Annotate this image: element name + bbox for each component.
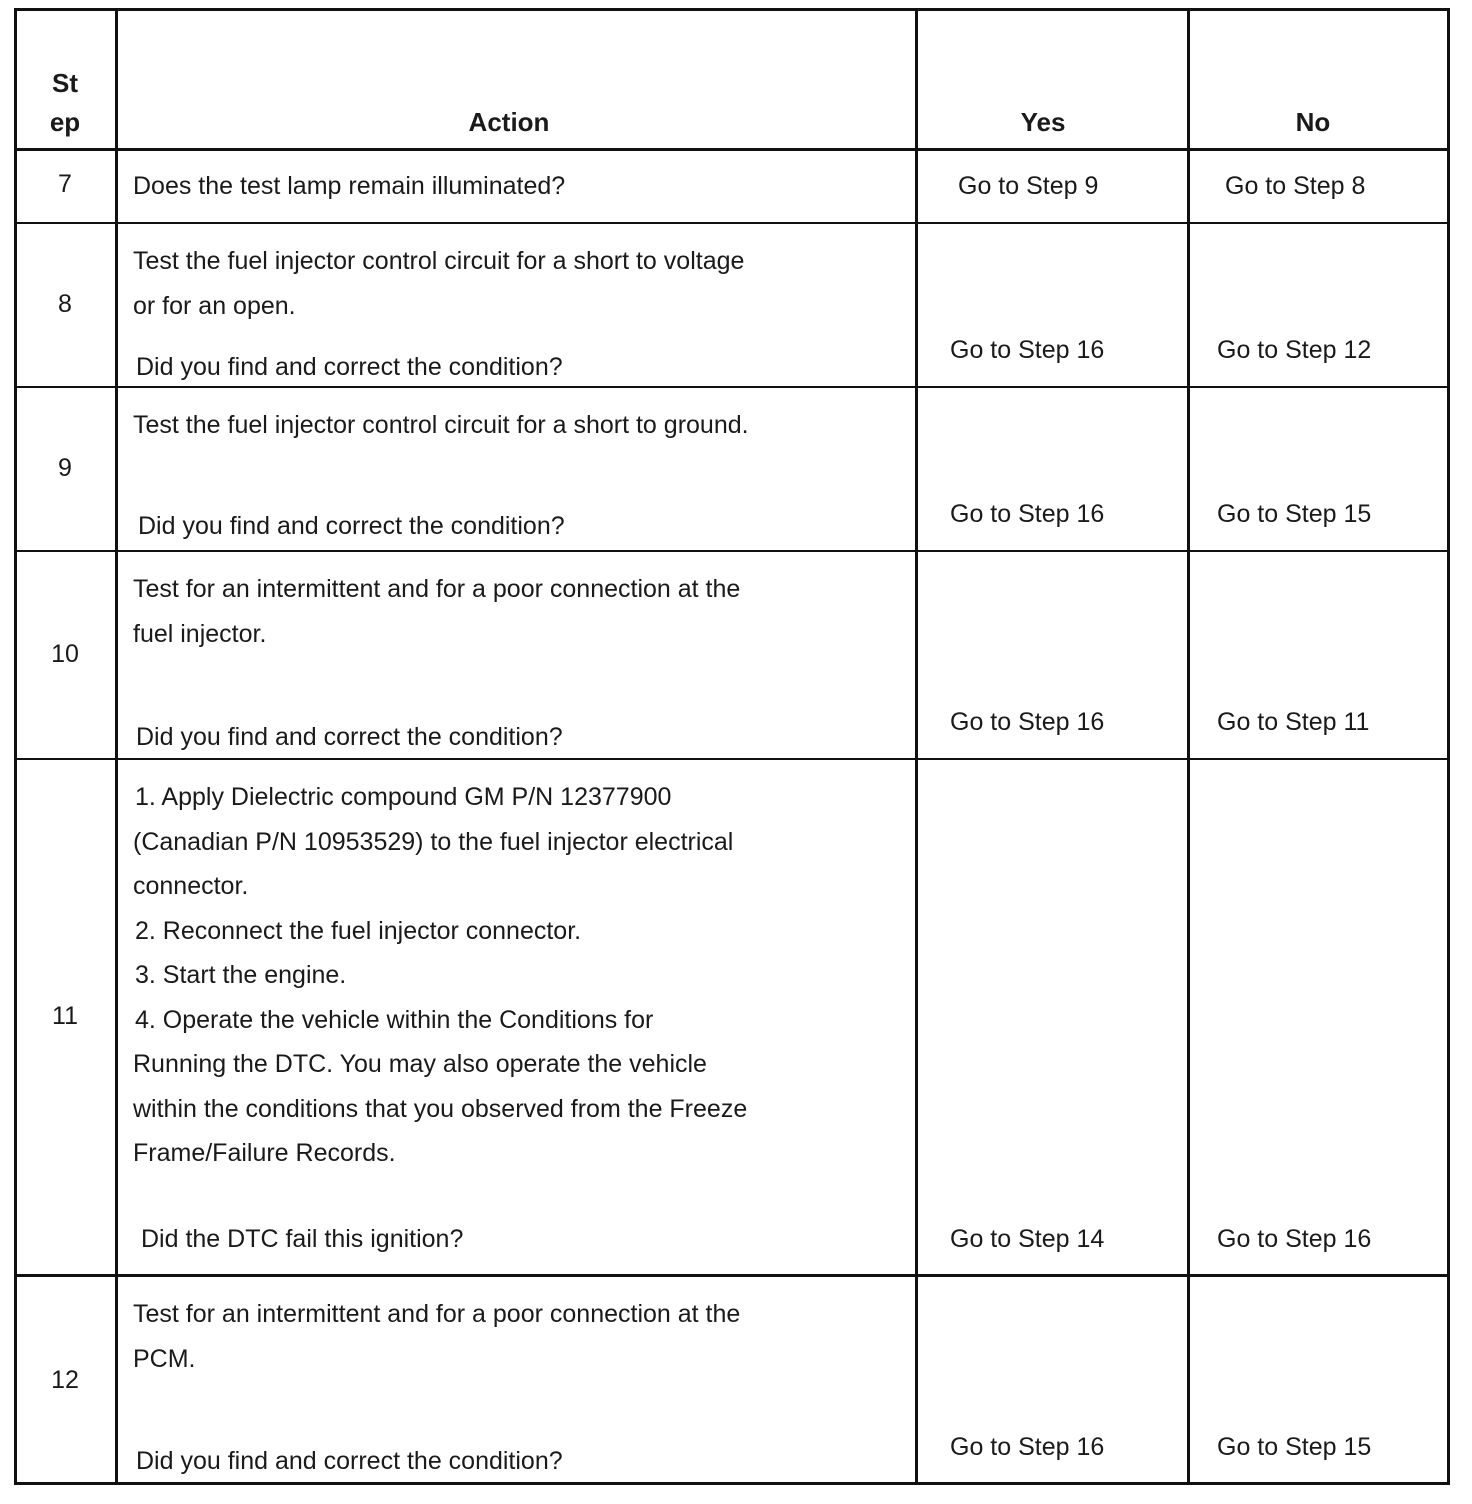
action-text: Frame/Failure Records. [133,1139,396,1167]
action-text: 4. Operate the vehicle within the Conditions for [135,1006,654,1034]
yes-link: Go to Step 9 [958,172,1099,200]
yes-link: Go to Step 16 [950,336,1105,364]
step-number: 10 [51,640,79,668]
question-text: Did you find and correct the condition? [136,1447,563,1475]
yes-link: Go to Step 14 [950,1225,1105,1253]
action-text: within the conditions that you observed from the Freeze [133,1095,748,1123]
step-number: 9 [58,454,72,482]
no-link: Go to Step 15 [1217,1433,1372,1461]
col-divider-action [915,8,918,1485]
header-step-line1: St [52,68,78,98]
table-border-right [1447,8,1450,1485]
action-text: 1. Apply Dielectric compound GM P/N 12377900 [135,783,672,811]
header-step-line2: ep [49,107,81,137]
col-divider-yes [1187,8,1190,1485]
no-link: Go to Step 16 [1217,1225,1372,1253]
action-text: Test the fuel injector control circuit for a short to voltage [133,247,745,275]
step-number: 7 [58,170,72,198]
no-link: Go to Step 15 [1217,500,1372,528]
step-number: 11 [52,1002,78,1030]
action-text: or for an open. [133,292,296,320]
action-text: Running the DTC. You may also operate the vehicle [133,1050,707,1078]
action-text: fuel injector. [133,620,267,648]
action-text: 2. Reconnect the fuel injector connector. [135,917,582,945]
step-number: 12 [51,1366,79,1394]
no-link: Go to Step 12 [1217,336,1372,364]
action-text: connector. [133,872,249,900]
row-divider [14,1274,1450,1277]
yes-link: Go to Step 16 [950,708,1105,736]
yes-link: Go to Step 16 [950,500,1105,528]
action-text: PCM. [133,1345,196,1373]
action-text: 3. Start the engine. [135,961,347,989]
action-text: (Canadian P/N 10953529) to the fuel injector electrical [133,828,734,856]
action-text: Test for an intermittent and for a poor connection at the [133,1300,741,1328]
question-text: Did the DTC fail this ignition? [141,1225,464,1253]
header-no: No [1295,107,1331,137]
question-text: Did you find and correct the condition? [138,512,565,540]
row-divider [14,222,1450,224]
header-action: Action [468,107,550,137]
action-text: Test for an intermittent and for a poor connection at the [133,575,741,603]
action-text: Test the fuel injector control circuit for a short to ground. [133,411,749,439]
table-border-top [14,8,1450,11]
table-border-left [14,8,17,1485]
action-text: Does the test lamp remain illuminated? [133,172,566,200]
diagnostic-table [14,8,1450,1485]
yes-link: Go to Step 16 [950,1433,1105,1461]
question-text: Did you find and correct the condition? [136,723,563,751]
row-divider [14,550,1450,552]
header-yes: Yes [1020,107,1066,137]
header-divider [14,148,1450,151]
step-number: 8 [58,290,72,318]
no-link: Go to Step 8 [1225,172,1366,200]
question-text: Did you find and correct the condition? [136,353,563,381]
col-divider-step [115,8,118,1485]
no-link: Go to Step 11 [1217,708,1370,736]
